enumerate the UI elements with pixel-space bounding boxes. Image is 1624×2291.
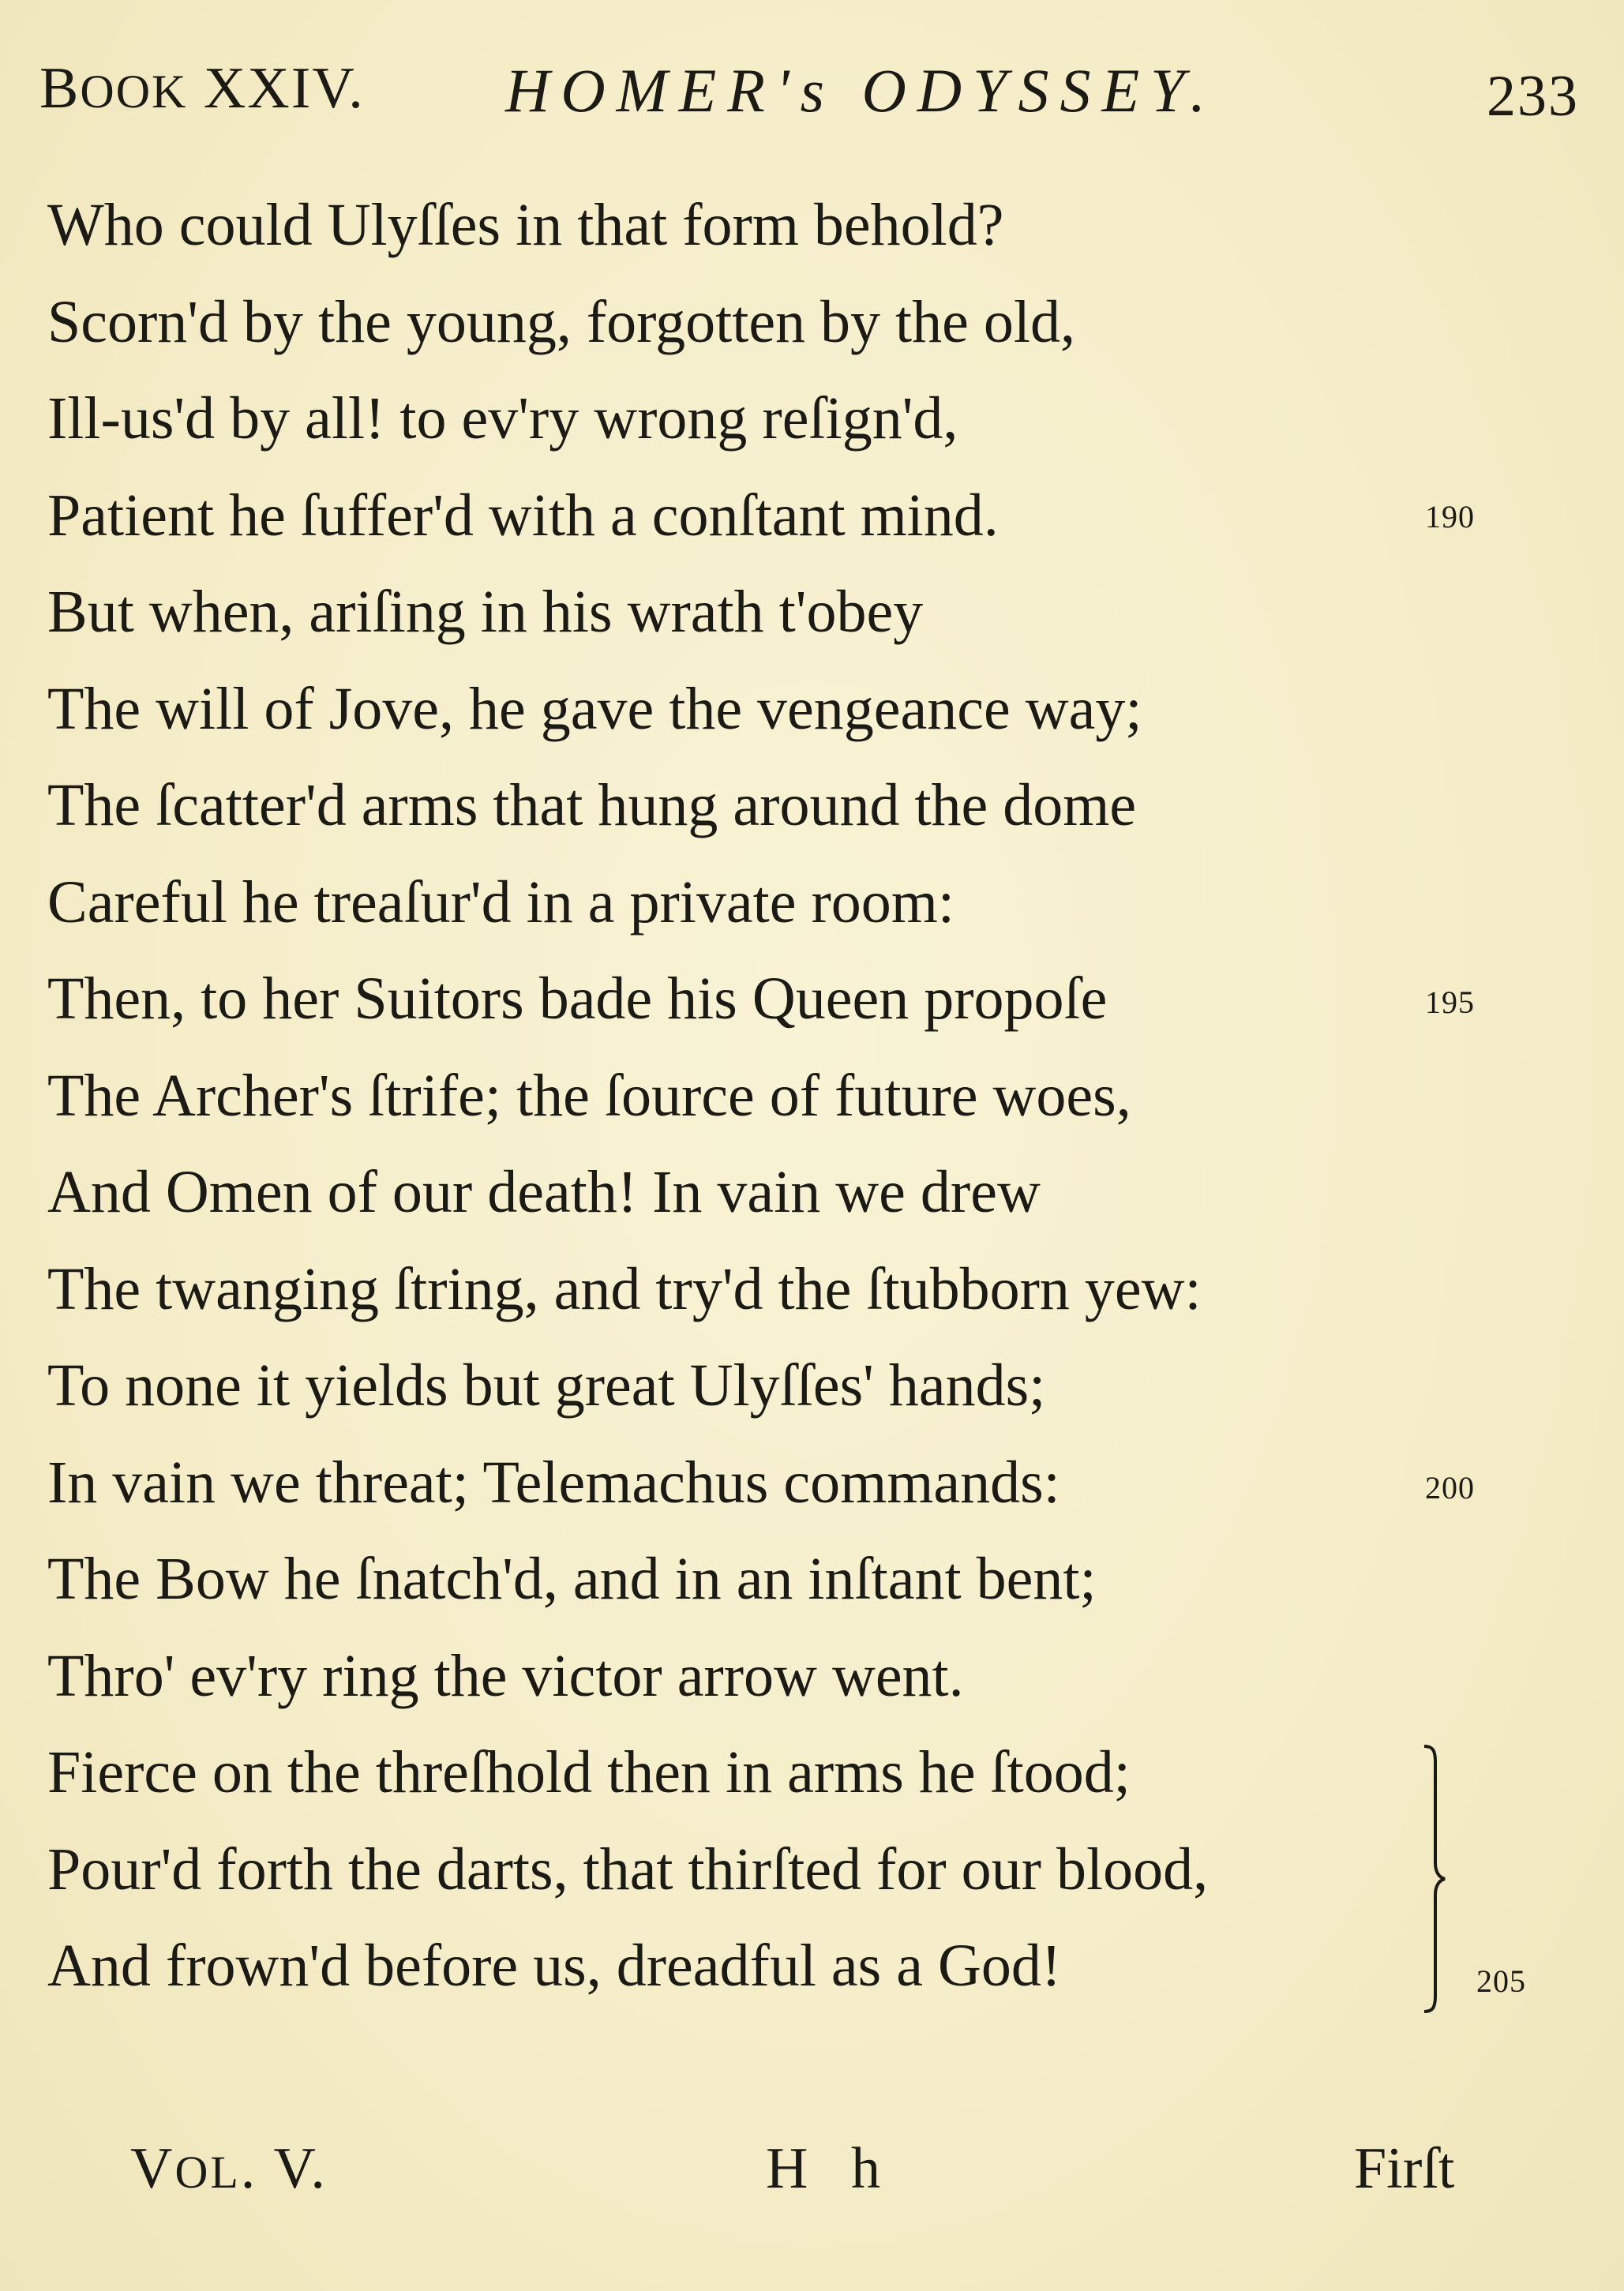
verse-line — [47, 568, 1484, 666]
verse-line — [47, 762, 1484, 859]
line-number: 190 — [1425, 499, 1475, 534]
verse-line — [47, 666, 1484, 763]
verse-line-text: The Bow he ſnatch'd, and in an inſtant bent; — [47, 1546, 1097, 1612]
verse-line-text: The will of Jove, he gave the vengeance way; — [47, 675, 1142, 742]
book-label-smallcaps: OOK — [80, 66, 188, 118]
verse-line — [47, 472, 1484, 569]
book-label — [39, 55, 365, 122]
verse-line-text: But when, ariſing in his wrath t'obey — [47, 579, 924, 645]
verse-line — [47, 1633, 1484, 1730]
verse-line — [47, 279, 1484, 376]
verse-line — [47, 955, 1484, 1052]
verse-block — [47, 182, 1484, 2019]
page-number: 233 — [1487, 64, 1579, 129]
volume-label-initial: V — [130, 2136, 175, 2201]
verse-line — [47, 1535, 1484, 1633]
verse-line — [47, 1826, 1484, 1923]
volume-label-smallcaps: OL — [174, 2147, 241, 2198]
verse-line-text: Fierce on the threſhold then in arms he ſtood; — [47, 1739, 1131, 1805]
verse-line — [47, 1439, 1484, 1536]
signature-mark: H h — [766, 2136, 895, 2201]
verse-line-text: The ſcatter'd arms that hung around the dome — [47, 772, 1137, 838]
verse-line-text: To none it yields but great Ulyſſes' hands; — [47, 1352, 1046, 1419]
verse-line-text: Patient he ſuffer'd with a conſtant mind. — [47, 482, 999, 549]
verse-line-text: The Archer's ſtrife; the ſource of future woes, — [47, 1062, 1131, 1129]
verse-line-text: Thro' ev'ry ring the victor arrow went. — [47, 1642, 964, 1709]
line-number: 195 — [1425, 984, 1475, 1020]
verse-line — [47, 859, 1484, 956]
verse-line — [47, 1729, 1484, 1826]
running-title: HOMER's ODYSSEY. — [505, 56, 1217, 125]
verse-line — [47, 1922, 1484, 2019]
book-number: XXIV. — [187, 56, 365, 121]
verse-line — [47, 1149, 1484, 1246]
verse-line-text: The twanging ſtring, and try'd the ſtubborn yew: — [47, 1255, 1202, 1322]
running-header — [39, 55, 1579, 142]
line-number: 205 — [1476, 1963, 1526, 1999]
verse-line-text: Careful he treaſur'd in a private room: — [47, 868, 955, 936]
verse-line-text: Then, to her Suitors bade his Queen propoſe — [47, 966, 1108, 1032]
volume-label — [130, 2135, 328, 2203]
volume-number: . V. — [240, 2136, 328, 2201]
verse-line — [47, 1246, 1484, 1343]
verse-line — [47, 375, 1484, 472]
verse-line-text: Who could Ulyſſes in that form behold? — [47, 192, 1004, 258]
verse-line — [47, 182, 1484, 279]
verse-line-text: And Omen of our death! In vain we drew — [47, 1159, 1041, 1225]
verse-line-text: Ill-us'd by all! to ev'ry wrong reſign'd, — [47, 385, 958, 452]
catchword: Firſt — [1354, 2136, 1455, 2201]
verse-line-text: Pour'd forth the darts, that thirſted for our blood, — [47, 1835, 1209, 1903]
verse-line — [47, 1052, 1484, 1149]
verse-line — [47, 1342, 1484, 1439]
verse-line-text: And frown'd before us, dreadful as a God! — [47, 1933, 1062, 1999]
verse-line-text: In vain we threat; Telemachus commands: — [47, 1449, 1060, 1516]
verse-line-text: Scorn'd by the young, forgotten by the old, — [47, 288, 1076, 355]
page-footer — [0, 2135, 1624, 2222]
line-number: 200 — [1425, 1470, 1475, 1505]
book-label-initial: B — [39, 56, 81, 121]
triplet-brace — [1421, 1745, 1453, 2013]
